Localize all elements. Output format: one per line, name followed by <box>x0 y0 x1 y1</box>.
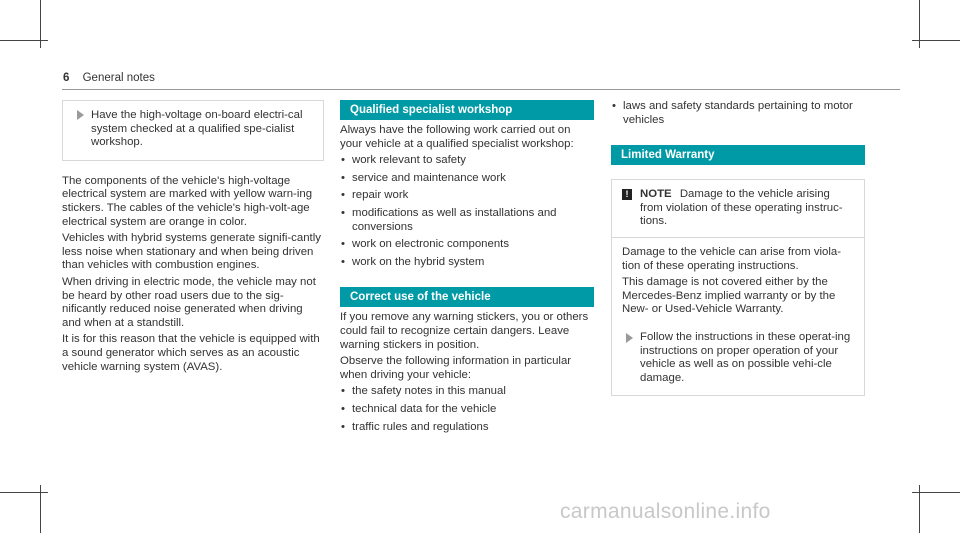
note-label: NOTE <box>640 188 672 201</box>
bullet-list <box>340 385 594 434</box>
list-item: • work relevant to safety <box>340 154 594 168</box>
crop-mark <box>912 40 960 41</box>
list-item: • work on electronic components <box>340 238 594 252</box>
paragraph: The components of the vehicle's high-voltage electrical system are marked with yellow warn-ing stickers. The cables of the vehicle's high-volt-age electrical system are orange in color. <box>62 174 313 228</box>
section-heading-correct-use: Correct use of the vehicle <box>340 287 594 307</box>
watermark: carmanualsonline.info <box>560 500 771 523</box>
header-divider <box>62 89 900 90</box>
crop-mark <box>912 492 960 493</box>
bullet-list <box>340 154 594 269</box>
note-header <box>612 180 864 238</box>
instruction-text: Follow the instructions in these operat-ing instructions on proper operation of your vehicle as well as on possible vehi-cle damage. <box>640 330 851 384</box>
page-number: 6 <box>63 72 70 84</box>
exclamation-icon: ! <box>622 189 632 200</box>
paragraph: When driving in electric mode, the vehicle may not be heard by other road users due to the sig-nificantly reduced noise generated when driving and when at a standstill. <box>62 275 316 329</box>
instruction-box <box>62 100 324 161</box>
paragraph: This damage is not covered either by the Mercedes-Benz implied warranty or by the New- or Used-Vehicle Warranty. <box>622 276 836 316</box>
note-text: Damage to the vehicle arising from violation of these operating instruc-tions. <box>640 188 843 228</box>
list-item: • work on the hybrid system <box>340 256 594 270</box>
bullet-list <box>611 100 865 127</box>
crop-mark <box>0 40 48 41</box>
paragraph: It is for this reason that the vehicle is equipped with a sound generator which serves as an acoustic vehicle warning system (AVAS). <box>62 333 320 373</box>
instruction-item <box>622 325 854 385</box>
paragraph: Always have the following work carried out on your vehicle at a qualified specialist workshop: <box>340 124 574 150</box>
note-box <box>611 179 865 396</box>
list-item: • service and maintenance work <box>340 172 594 186</box>
paragraph: If you remove any warning stickers, you or others could fail to recognize certain dangers. Leave warning stickers in position. <box>340 311 589 351</box>
page-title: General notes <box>82 72 155 84</box>
instruction-text: Have the high-voltage on-board electri-cal system checked at a qualified spe-cialist workshop. <box>91 109 303 149</box>
list-item: • laws and safety standards pertaining to motor vehicles <box>611 100 865 127</box>
instruction-arrow-icon <box>626 333 633 343</box>
paragraph: Damage to the vehicle can arise from viola-tion of these operating instructions. <box>622 245 842 272</box>
paragraph: Vehicles with hybrid systems generate signifi-cantly less noise when stationary and when being driven than vehicles with combustion engines. <box>62 232 321 272</box>
section-heading-workshop: Qualified specialist workshop <box>340 100 594 120</box>
section-heading-warranty: Limited Warranty <box>611 145 865 165</box>
paragraph: Observe the following information in particular when driving your vehicle: <box>340 355 572 381</box>
page-header <box>63 72 155 86</box>
list-item: • technical data for the vehicle <box>340 403 594 417</box>
list-item: • traffic rules and regulations <box>340 421 594 435</box>
crop-mark <box>0 492 48 493</box>
list-item: • modifications as well as installations and conversions <box>340 207 594 234</box>
note-body <box>612 238 864 395</box>
column-3 <box>611 100 865 396</box>
list-item: • the safety notes in this manual <box>340 385 594 399</box>
instruction-arrow-icon <box>77 110 84 120</box>
list-item: • repair work <box>340 189 594 203</box>
column-2 <box>340 100 594 438</box>
column-1 <box>62 100 324 377</box>
